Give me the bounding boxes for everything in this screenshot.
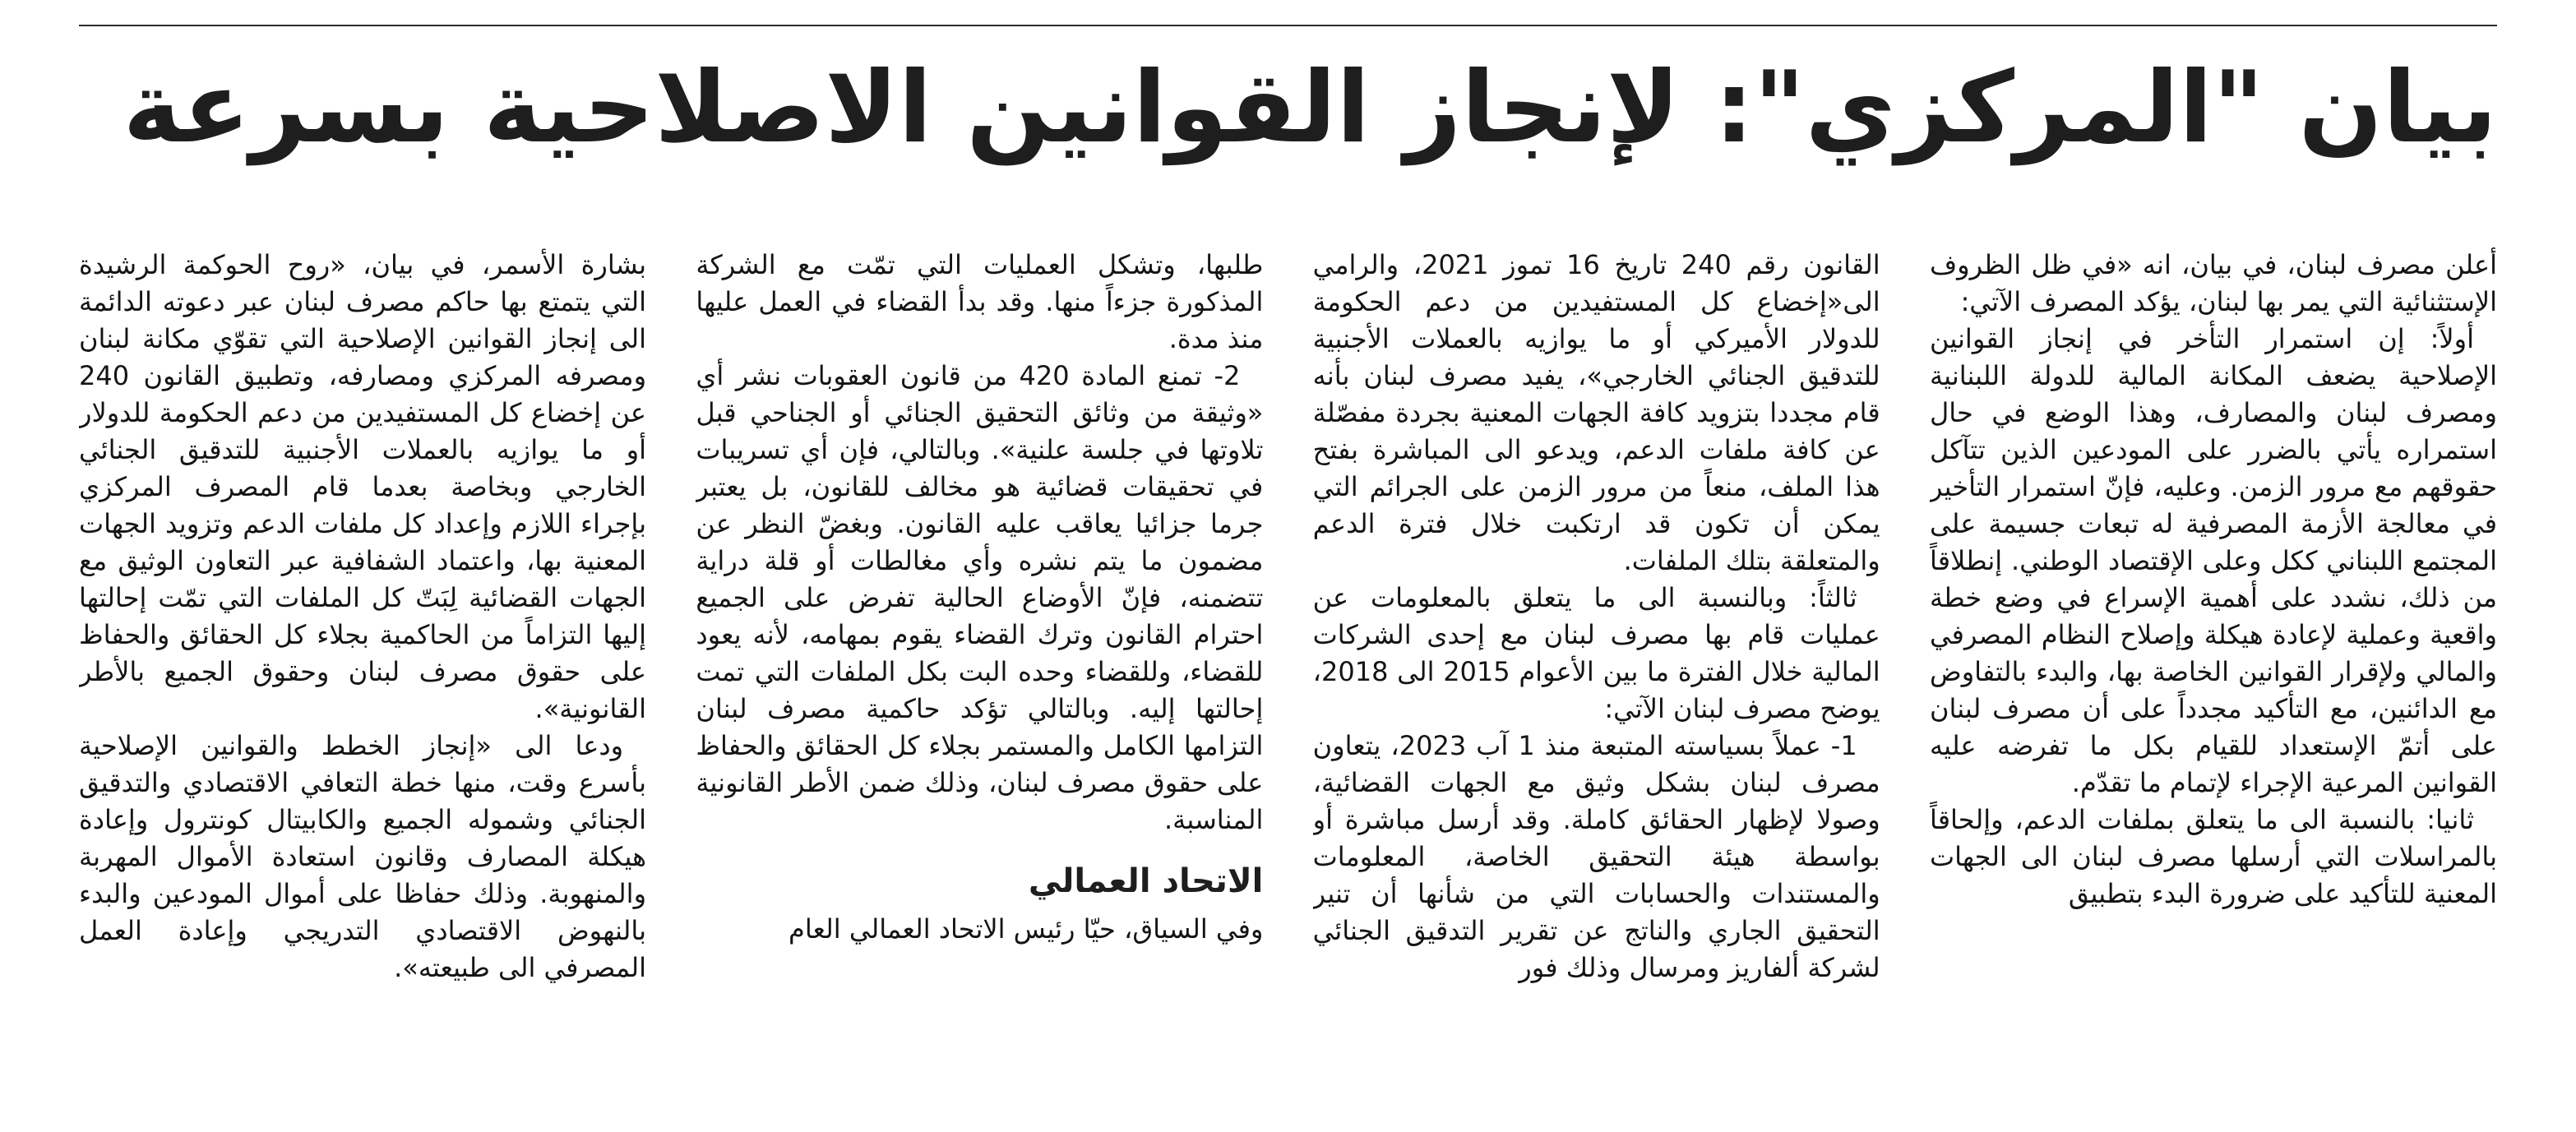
column-1 (1930, 247, 2497, 1127)
paragraph: أعلن مصرف لبنان، في بيان، انه «في ظل الظروف الإستثنائية التي يمر بها لبنان، يؤكد المصرف الآتي: (1930, 249, 2497, 317)
article-columns (79, 247, 2497, 1127)
column-4 (79, 247, 646, 1127)
paragraph: ودعا الى «إنجاز الخطط والقوانين الإصلاحية بأسرع وقت، منها خطة التعافي الاقتصادي والتدقيق الجنائي وشموله الجميع والكابيتال كونترول وإعادة هيكلة المصارف وقانون استعادة الأموال المهربة والمنهوبة. وذلك حفاظا على أموال المودعين والبدء بالنهوض الاقتصادي التدريجي وإعادة العمل المصرفي الى طبيعته». (79, 730, 647, 983)
headline: بيان "المركزي": لإنجاز القوانين الاصلاحية بسرعة (123, 51, 2497, 165)
paragraph: ثانيا: بالنسبة الى ما يتعلق بملفات الدعم، وإلحاقاً بالمراسلات التي أرسلها مصرف لبنان الى الجهات المعنية للتأكيد على ضرورة البدء بتطبيق (1930, 804, 2497, 909)
paragraph: القانون رقم 240 تاريخ 16 تموز 2021، والرامي الى«إخضاع كل المستفيدين من دعم الحكومة للدولار الأميركي أو ما يوازيه بالعملات الأجنبية للتدقيق الجنائي الخارجي»، يفيد مصرف لبنان بأنه قام مجددا بتزويد كافة الجهات المعنية بجردة مفصّلة عن كافة ملفات الدعم، ويدعو الى المباشرة بفتح هذا الملف، منعاً من مرور الزمن على الجرائم التي يمكن أن تكون قد ارتكبت خلال فترة الدعم والمتعلقة بتلك الملفات. (1312, 249, 1880, 576)
paragraph: وفي السياق، حيّا رئيس الاتحاد العمالي العام (789, 913, 1264, 945)
paragraph: بشارة الأسمر، في بيان، «روح الحوكمة الرشيدة التي يتمتع بها حاكم مصرف لبنان عبر دعوته الدائمة الى إنجاز القوانين الإصلاحية التي تقوّي مكانة لبنان ومصرفه المركزي ومصارفه، وتطبيق القانون 240 عن إخضاع كل المستفيدين من دعم الحكومة للدولار أو ما يوازيه بالعملات الأجنبية للتدقيق الجنائي الخارجي وبخاصة بعدما قام المصرف المركزي بإجراء اللازم وإعداد كل ملفات الدعم وتزويد الجهات المعنية بها، واعتماد الشفافية عبر التعاون الوثيق مع الجهات القضائية لِبَتّ كل الملفات التي تمّت إحالتها إليها التزاماً من الحاكمية بجلاء كل الحقائق والحفاظ على حقوق مصرف لبنان وحقوق الجميع بالأطر القانونية». (79, 249, 647, 724)
subheading: الاتحاد العمالي (1028, 862, 1264, 900)
paragraph: أولاً: إن استمرار التأخر في إنجاز القوانين الإصلاحية يضعف المكانة المالية للدولة اللبنانية ومصرف لبنان والمصارف، وهذا الوضع في حال استمراره يأتي بالضرر على المودعين الذين تتآكل حقوقهم مع مرور الزمن. وعليه، فإنّ استمرار التأخير في معالجة الأزمة المصرفية له تبعات جسيمة على المجتمع اللبناني ككل وعلى الإقتصاد الوطني. إنطلاقاً من ذلك، نشدد على أهمية الإسراع في وضع خطة واقعية وعملية لإعادة هيكلة وإصلاح النظام المصرفي والمالي ولإقرار القوانين الخاصة بها، والبدء بالتفاوض مع الدائنين، مع التأكيد مجدداً على أن مصرف لبنان على أتمّ الإستعداد للقيام بكل ما تفرضه عليه القوانين المرعية الإجراء لإتمام ما تقدّم. (1930, 323, 2497, 798)
top-rule (79, 25, 2497, 26)
paragraph: ثالثاً: وبالنسبة الى ما يتعلق بالمعلومات عن عمليات قام بها مصرف لبنان مع إحدى الشركات المالية خلال الفترة ما بين الأعوام 2015 الى 2018، يوضح مصرف لبنان الآتي: (1312, 582, 1880, 724)
paragraph: 1- عملاً بسياسته المتبعة منذ 1 آب 2023، يتعاون مصرف لبنان بشكل وثيق مع الجهات القضائية، وصولا لإظهار الحقائق كاملة. وقد أرسل مباشرة أو بواسطة هيئة التحقيق الخاصة، المعلومات والمستندات والحسابات التي من شأنها أن تنير التحقيق الجاري والناتج عن تقرير التدقيق الجنائي لشركة ألفاريز ومرسال وذلك فور (1312, 730, 1880, 983)
paragraph: 2- تمنع المادة 420 من قانون العقوبات نشر أي «وثيقة من وثائق التحقيق الجنائي أو الجناحي قبل تلاوتها في جلسة علنية». وبالتالي، فإن أي تسريبات في تحقيقات قضائية هو مخالف للقانون، بل يعتبر جرما جزائيا يعاقب عليه القانون. وبغضّ النظر عن مضمون ما يتم نشره وأي مغالطات أو قلة دراية تتضمنه، فإنّ الأوضاع الحالية تفرض على الجميع احترام القانون وترك القضاء يقوم بمهامه، لأنه يعود للقضاء، وللقضاء وحده البت بكل الملفات التي تمت إحالتها إليه. وبالتالي تؤكد حاكمية مصرف لبنان التزامها الكامل والمستمر بجلاء كل الحقائق والحفاظ على حقوق مصرف لبنان، وذلك ضمن الأطر القانونية المناسبة. (696, 360, 1264, 835)
column-3 (696, 247, 1263, 1127)
paragraph: طلبها، وتشكل العمليات التي تمّت مع الشركة المذكورة جزءاً منها. وقد بدأ القضاء في العمل عليها منذ مدة. (696, 249, 1264, 354)
column-2 (1313, 247, 1880, 1127)
